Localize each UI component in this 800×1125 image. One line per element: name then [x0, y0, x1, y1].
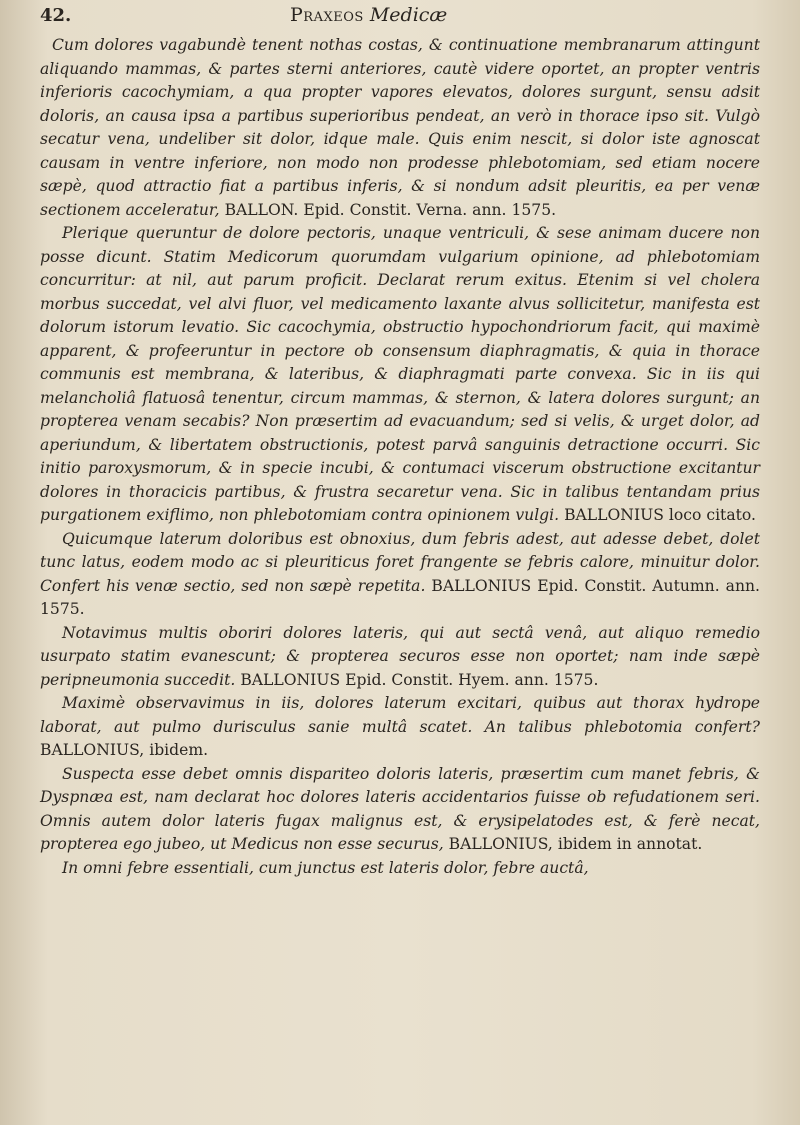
body-text — [40, 34, 760, 880]
paragraph: Cum dolores vagabundè tenent nothas costas, & continuatione membranarum attingunt aliquando mammas, & partes sterni anteriores, cautè videre oportet, an propter ventris inferioris cacochymiam, a qua propter vapores elevatos, dolores surgunt, sensu adsit doloris, an causa ipsa a partibus superioribus pendeat, an verò in thorace ipso sit. Vulgò secatur vena, undeliber sit dolor, idque male. Quis enim nescit, si dolor iste agnoscat causam in ventre inferiore, non modo non prodesse phlebotomiam, sed etiam nocere sæpè, quod attractio fiat a partibus inferis, & si nondum adsit pleuritis, ea per venæ sectionem acceleratur, BALLON. Epid. Constit. Verna. ann. 1575. — [40, 36, 760, 219]
citation: BALLONIUS, ibidem in annotat. — [448, 835, 703, 853]
citation: BALLONIUS loco citato. — [564, 506, 756, 524]
paragraph: Quicumque laterum doloribus est obnoxius, dum febris adest, aut adesse debet, dolet tunc latus, eodem modo ac si pleuriticus foret frangente se febris calore, minuitur dolor. Confert his venæ sectio, sed non sæpè repetita. BALLONIUS Epid. Constit. Autumn. ann. 1575. — [40, 529, 760, 618]
paragraph: In omni febre essentiali, cum junctus est lateris dolor, febre auctâ, — [62, 858, 589, 877]
paragraph: Suspecta esse debet omnis dispariteo doloris lateris, præsertim cum manet febris, & Dyspnæa est, nam declarat hoc dolores lateris accidentarios fuisse ob refudationem seri. Omnis autem dolor lateris fugax malignus est, & erysipelatodes est, & ferè necat, propterea ego jubeo, ut Medicus non esse securus, BALLONIUS, ibidem in annotat. — [40, 764, 760, 853]
citation: BALLONIUS Epid. Constit. Hyem. ann. 1575. — [240, 670, 599, 689]
page-number: 42. — [40, 5, 72, 26]
page-header — [40, 4, 760, 34]
paragraph: Notavimus multis oboriri dolores lateris, qui aut sectâ venâ, aut aliquo remedio usurpato statim evanescunt; & propterea securos esse non oportet; nam inde sæpè peripneumonia succedit. BALLONIUS Epid. Constit. Hyem. ann. 1575. — [40, 623, 760, 689]
citation: BALLONIUS, ibidem. — [40, 741, 209, 759]
citation: BALLON. Epid. Constit. Verna. ann. 1575. — [224, 200, 557, 219]
citation: BALLONIUS Epid. Constit. Autumn. ann. 1575. — [40, 576, 760, 618]
running-head: Praxeos Medicæ — [290, 4, 448, 26]
paragraph: Plerique queruntur de dolore pectoris, unaque ventriculi, & sese animam ducere non posse dicunt. Statim Medicorum quorumdam vulgarium opinione, ad phlebotomiam concurritur: at nil, aut parum proficit. Declarat rerum exitus. Etenim si vel cholera morbus succedat, vel alvi fluor, vel medicamento laxante alvus sollicitetur, manifesta est dolorum istorum levatio. Sic cacochymia, obstructio hypochondriorum facit, qui maximè apparent, & profeeruntur in pectore ob consensum diaphragmatis, & quia in thorace communis est membrana, & lateribus, & diaphragmati parte convexa. Sic in iis qui melancholiâ flatuosâ tenentur, circum mammas, & sternon, & latera dolores surgunt; an propterea venam secabis? Non præsertim ad evacuandum; sed si velis, & urget dolor, ad aperiundum, & libertatem obstructionis, potest parvâ sanguinis detractione occurri. Sic initio paroxysmorum, & in specie incubi, & contumaci viscerum obstructione excitantur dolores in thoracicis partibus, & frustra secaretur vena. Sic in talibus tentandam prius purgationem exiflimo, non phlebotomiam contra opinionem vulgi. BALLONIUS loco citato. — [40, 224, 760, 524]
paragraph: Maximè observavimus in iis, dolores laterum excitari, quibus aut thorax hydrope laborat, aut pulmo durisculus sanie multâ scatet. An talibus phlebotomia confert? BALLONIUS, ibidem. — [40, 694, 760, 759]
